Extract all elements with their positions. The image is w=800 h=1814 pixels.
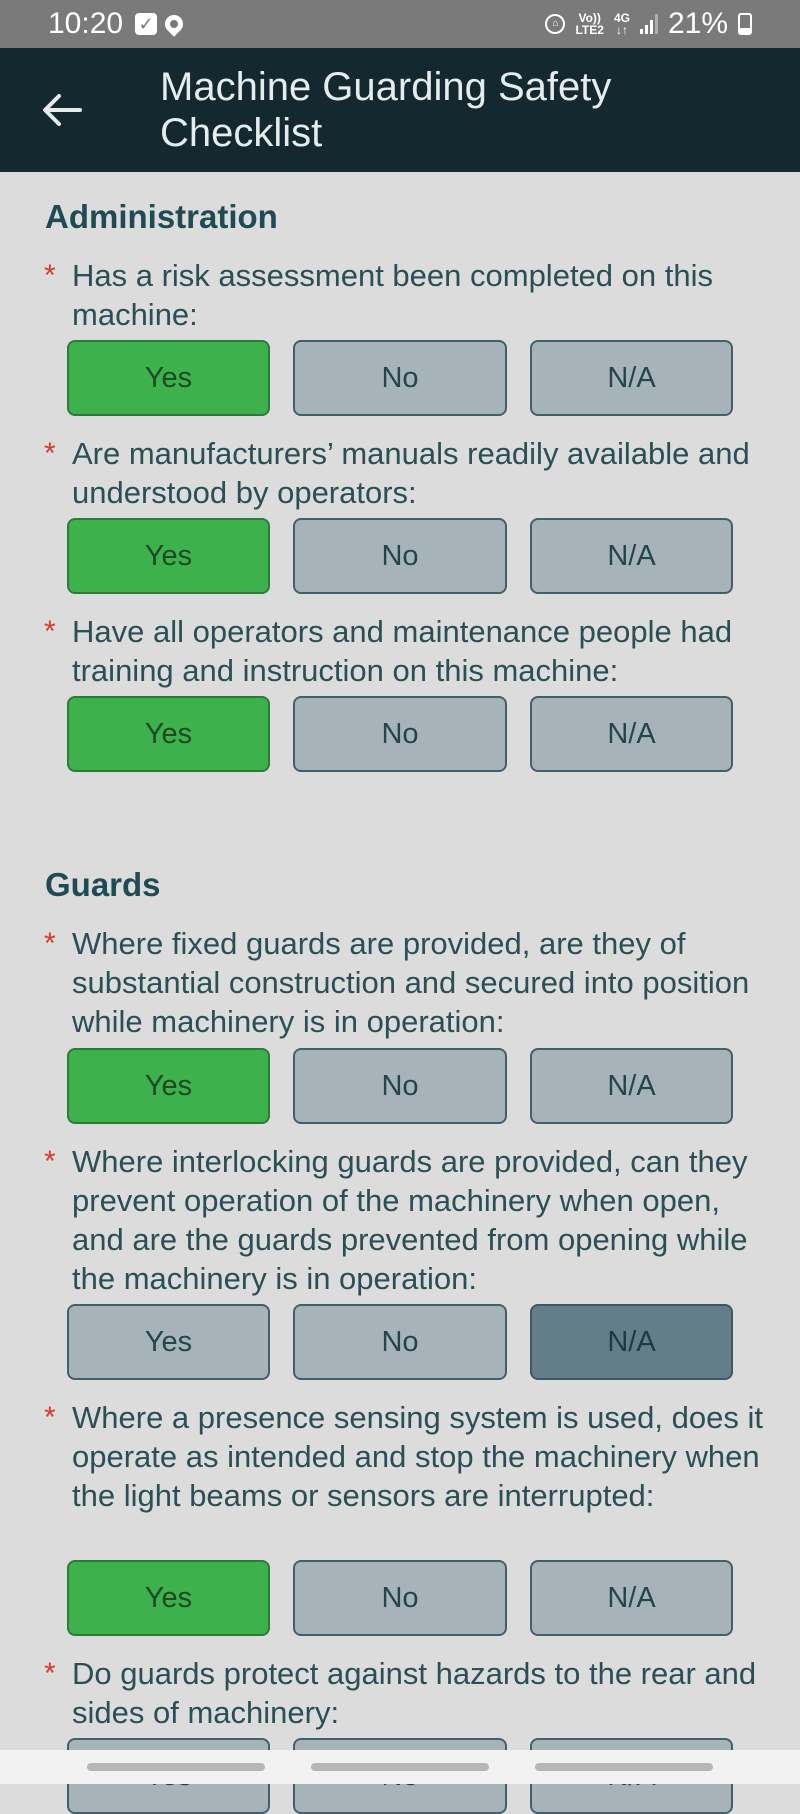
back-button[interactable]: [36, 84, 88, 136]
required-marker: *: [44, 615, 56, 648]
required-marker: *: [44, 1401, 56, 1434]
app-bar: [0, 48, 800, 172]
na-button[interactable]: N/A: [530, 1048, 733, 1124]
yes-button[interactable]: Yes: [67, 1048, 270, 1124]
volte-indicator: [575, 12, 603, 36]
no-button[interactable]: No: [293, 340, 507, 416]
home-sync-icon: ⌂: [545, 14, 565, 34]
na-button[interactable]: N/A: [530, 1304, 733, 1380]
yes-button[interactable]: Yes: [67, 1560, 270, 1636]
signal-strength-icon: [640, 14, 658, 34]
recent-apps-button[interactable]: [87, 1763, 265, 1771]
battery-percent: 21%: [667, 7, 728, 40]
question-text: Are manufacturers’ manuals readily available and understood by operators:: [72, 436, 750, 510]
required-marker: *: [44, 1657, 56, 1690]
back-nav-button[interactable]: [535, 1763, 713, 1771]
na-button[interactable]: N/A: [530, 696, 733, 772]
yes-button[interactable]: Yes: [67, 340, 270, 416]
checklist-content[interactable]: [0, 172, 800, 1750]
question-text: Where interlocking guards are provided, can they prevent operation of the machinery when open, and are the guards prevented from opening while the machinery is in operation:: [72, 1144, 748, 1296]
question-manufacturers-manuals: [44, 434, 764, 512]
network-type-label: 4G: [613, 11, 630, 25]
checkbox-notification-icon: ✓: [135, 13, 157, 35]
section-title-guards: Guards: [45, 866, 161, 903]
status-right: [545, 7, 752, 41]
location-pin-icon: [161, 11, 186, 36]
page-title: Machine Guarding Safety Checklist: [160, 65, 612, 155]
yes-button[interactable]: Yes: [67, 696, 270, 772]
status-bar: [0, 0, 800, 48]
yes-button[interactable]: Yes: [67, 518, 270, 594]
status-notification-icons: [135, 13, 183, 35]
yes-button[interactable]: Yes: [67, 1304, 270, 1380]
question-operator-training: [44, 612, 764, 690]
navigation-bar: [0, 1750, 800, 1784]
required-marker: *: [44, 927, 56, 960]
status-time: 10:20: [48, 7, 124, 40]
no-button[interactable]: No: [293, 1304, 507, 1380]
question-rear-side-guards: [44, 1654, 764, 1732]
volte-bottom-label: LTE2: [575, 23, 604, 37]
no-button[interactable]: No: [293, 1560, 507, 1636]
no-button[interactable]: No: [293, 696, 507, 772]
question-text: Has a risk assessment been completed on this machine:: [72, 258, 713, 332]
question-text: Where a presence sensing system is used, does it operate as intended and stop the machinery when the light beams or sensors are interrupted:: [72, 1400, 763, 1513]
required-marker: *: [44, 437, 56, 470]
question-presence-sensing: [44, 1398, 764, 1515]
no-button[interactable]: No: [293, 1048, 507, 1124]
volte-top-label: Vo)): [578, 11, 601, 25]
question-fixed-guards: [44, 924, 764, 1041]
no-button[interactable]: No: [293, 518, 507, 594]
question-interlocking-guards: [44, 1142, 764, 1298]
na-button[interactable]: N/A: [530, 340, 733, 416]
question-text: Where fixed guards are provided, are they of substantial construction and secured into position while machinery is in operation:: [72, 926, 750, 1039]
battery-icon: [738, 13, 752, 35]
required-marker: *: [44, 1145, 56, 1178]
home-button[interactable]: [311, 1763, 489, 1771]
arrow-left-icon: [42, 93, 82, 127]
section-title-administration: Administration: [45, 198, 278, 235]
network-indicator: 4G ↓↑: [613, 11, 630, 37]
question-risk-assessment: [44, 256, 764, 334]
question-text: Do guards protect against hazards to the rear and sides of machinery:: [72, 1656, 757, 1730]
na-button[interactable]: N/A: [530, 518, 733, 594]
question-text: Have all operators and maintenance people had training and instruction on this machine:: [72, 614, 733, 688]
required-marker: *: [44, 259, 56, 292]
na-button[interactable]: N/A: [530, 1560, 733, 1636]
